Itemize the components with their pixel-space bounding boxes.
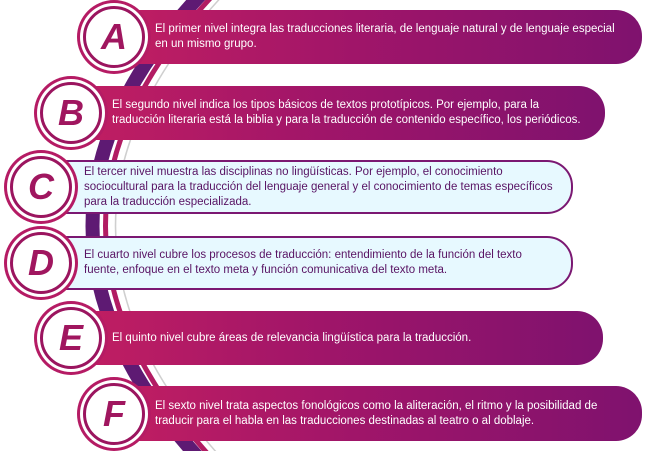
level-description: El sexto nivel trata aspectos fonológicos como la aliteración, el ritmo y la posibilidad de traducir para el habla en las traducciones destinadas al teatro o al doblaje. [155,399,598,427]
level-letter: B [58,92,84,133]
level-text-box [118,386,642,441]
level-description: El primer nivel integra las traducciones literaria, de lenguaje natural y de lenguaje especial en un mismo grupo. [155,23,615,50]
level-letter: A [101,16,127,57]
level-letter-badge [83,383,145,445]
level-description: El quinto nivel cubre áreas de relevancia lingüística para la traducción. [112,331,472,344]
level-description: El cuarto nivel cubre los procesos de traducción: entendimiento de la función del texto fuente, enfoque en el texto meta y función comunicativa del texto meta. [84,249,522,276]
level-letter: C [28,166,54,207]
level-letter-badge [83,6,145,68]
level-letter-badge [10,156,72,218]
level-description: El segundo nivel indica los tipos básicos de textos prototípicos. Por ejemplo, para la traducción literaria está la biblia y para la traducción de contenido específico, los periódicos. [112,99,581,126]
level-description: El tercer nivel muestra las disciplinas no lingüísticas. Por ejemplo, el conocimiento sociocultural para la traducción del lenguaje general y el conocimiento de temas específicos para la traducción especializada. [84,165,553,208]
level-letter-badge [40,82,102,144]
level-text-box [86,311,603,365]
level-letter-badge [10,232,72,294]
level-text-box [86,86,605,140]
level-letter-badge [40,307,102,369]
level-letter: E [58,317,83,358]
level-text-box [118,10,642,64]
level-text-box [57,160,573,214]
level-letter: D [28,242,54,283]
level-text-box [57,236,573,290]
level-letter: F [103,392,125,434]
